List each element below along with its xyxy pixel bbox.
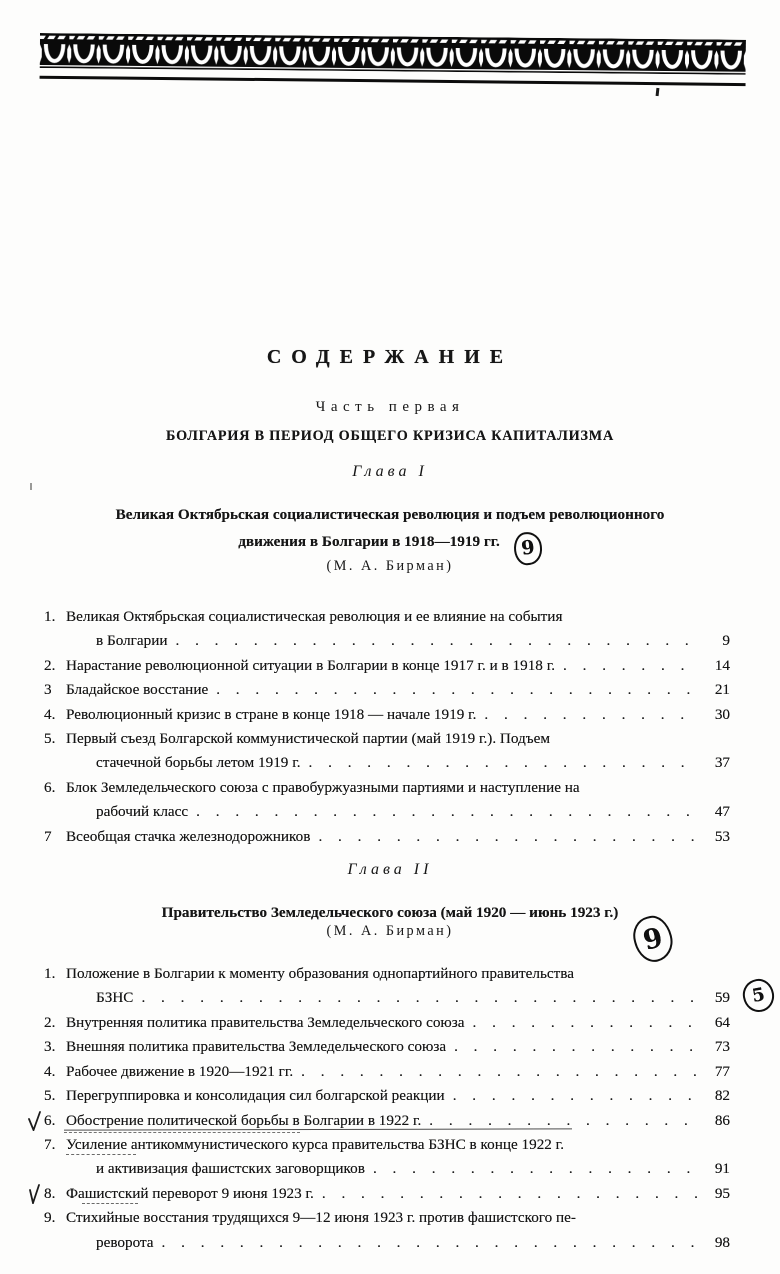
dot-leader [453,1084,698,1108]
dot-leader [318,825,698,849]
handwritten-circled-9-annotation: 9 [512,530,544,566]
toc-item-continuation: БЗНС . . . 59 5 [44,986,730,1010]
toc-list-chapter-1 [44,605,730,849]
page-number: 82 [714,1087,730,1105]
dot-leader [322,1182,698,1206]
ink-speck [656,88,660,96]
chapter-2-title-text: Правительство Земледельческого союза (май 1920 — июнь 1923 г.) [161,904,619,922]
toc-item: 2. Нарастание революционной ситуации в Болгарии в конце 1917 г. и в 1918 г. . . . 14 [44,654,730,678]
toc-item: 7. Усиление антикоммунистического курса правительства БЗНС в конце 1922 г. [44,1135,564,1153]
page-number: 53 [714,827,730,845]
chapter-1-title-line-2 [0,524,780,560]
toc-list-chapter-2 [44,962,767,1255]
toc-item: 1. Положение в Болгарии к моменту образования однопартийного правительства [44,965,575,983]
chapter-1-title-line-1: Великая Октябрьская социалистическая революция и подъем революционного [115,506,665,523]
dot-leader [175,629,698,653]
dot-leader [563,654,698,678]
dot-leader [301,1060,698,1084]
toc-item: 4. Революционный кризис в стране в конце 1918 — начале 1919 г. . . . 30 [44,703,730,727]
page-title: СОДЕРЖАНИЕ [266,346,514,368]
egg-and-dart-ornament [40,33,746,80]
page-number: 47 [714,803,730,821]
page-number: 77 [714,1062,730,1080]
dot-leader [141,986,698,1010]
handwritten-checkmark-annotation [27,1184,42,1204]
chapter-1-title-line-2-text: движения в Болгарии в 1918—1919 гг. [238,533,500,550]
handwritten-circled-9-annotation: 9 [629,912,677,966]
chapter-1-title [0,505,780,560]
part-label: Часть первая [315,399,465,415]
page-number: 59 [714,989,730,1007]
chapter-2-author: (М. А. Бирман) [326,923,454,940]
page-number: 95 [714,1184,730,1202]
page-number: 9 [722,632,730,650]
toc-item: 5. Перегруппировка и консолидация сил болгарской реакции . . . 82 [44,1084,730,1108]
page-number: 73 [714,1038,730,1056]
toc-item-continuation: рабочий класс . . . 47 [44,800,730,824]
handwritten-circled-5-annotation: 5 [740,977,776,1015]
toc-item: 5. Первый съезд Болгарской коммунистической партии (май 1919 г.). Подъем [44,730,550,748]
part-title: БОЛГАРИЯ В ПЕРИОД ОБЩЕГО КРИЗИСА КАПИТАЛИЗМА [166,428,614,444]
page-number: 64 [714,1013,730,1031]
dot-leader [373,1157,698,1181]
toc-item: 4. Рабочее движение в 1920—1921 гг. . . . 77 [44,1060,730,1084]
dot-leader [429,1109,698,1133]
dot-leader [162,1231,698,1255]
toc-item-continuation: и активизация фашистских заговорщиков . . . 91 [44,1157,730,1181]
toc-item: 3. Внешняя политика правительства Земледельческого союза . . . 73 [44,1035,730,1059]
ornament-border [40,33,746,86]
toc-content [0,346,780,1255]
page-number: 86 [714,1111,730,1129]
chapter-1-heading: Глава I [352,463,428,480]
toc-item: 2. Внутренняя политика правительства Земледельческого союза . . . 64 [44,1011,730,1035]
chapter-1-author: (М. А. Бирман) [326,558,454,574]
toc-item: 1. Великая Октябрьская социалистическая революция и ее влияние на события [44,608,563,625]
dot-leader [454,1035,698,1059]
toc-item-continuation: в Болгарии . . . 9 [44,629,730,653]
page-number: 30 [714,705,730,723]
toc-item: 3 Бладайское восстание . . . 21 [44,678,730,702]
toc-item: 7 Всеобщая стачка железнодорожников . . . 53 [44,825,730,849]
dot-leader [216,678,698,702]
toc-item-continuation: стачечной борьбы летом 1919 г. . . . 37 [44,751,730,775]
page-number: 21 [714,681,730,699]
page-number: 91 [714,1160,730,1178]
dot-leader [484,703,698,727]
toc-item: 9. Стихийные восстания трудящихся 9—12 июня 1923 г. против фашистского пе- [44,1209,576,1227]
dot-leader [196,800,698,824]
toc-item-continuation: реворота . . . 98 [44,1231,730,1255]
toc-item: 6. Обострение политической борьбы в Болгарии в 1922 г. . . . 86 [44,1109,730,1133]
dot-leader [473,1011,699,1035]
page-number: 98 [714,1233,730,1251]
handwritten-checkmark-annotation [27,1111,42,1131]
toc-item: 8. Фашистский переворот 9 июня 1923 г. . . . 95 [44,1182,730,1206]
chapter-2-heading: Глава II [347,861,433,879]
toc-item: 6. Блок Земледельческого союза с правобуржуазными партиями и наступление на [44,778,580,796]
page-number: 14 [714,656,730,674]
page-number: 37 [714,754,730,772]
dot-leader [309,751,698,775]
